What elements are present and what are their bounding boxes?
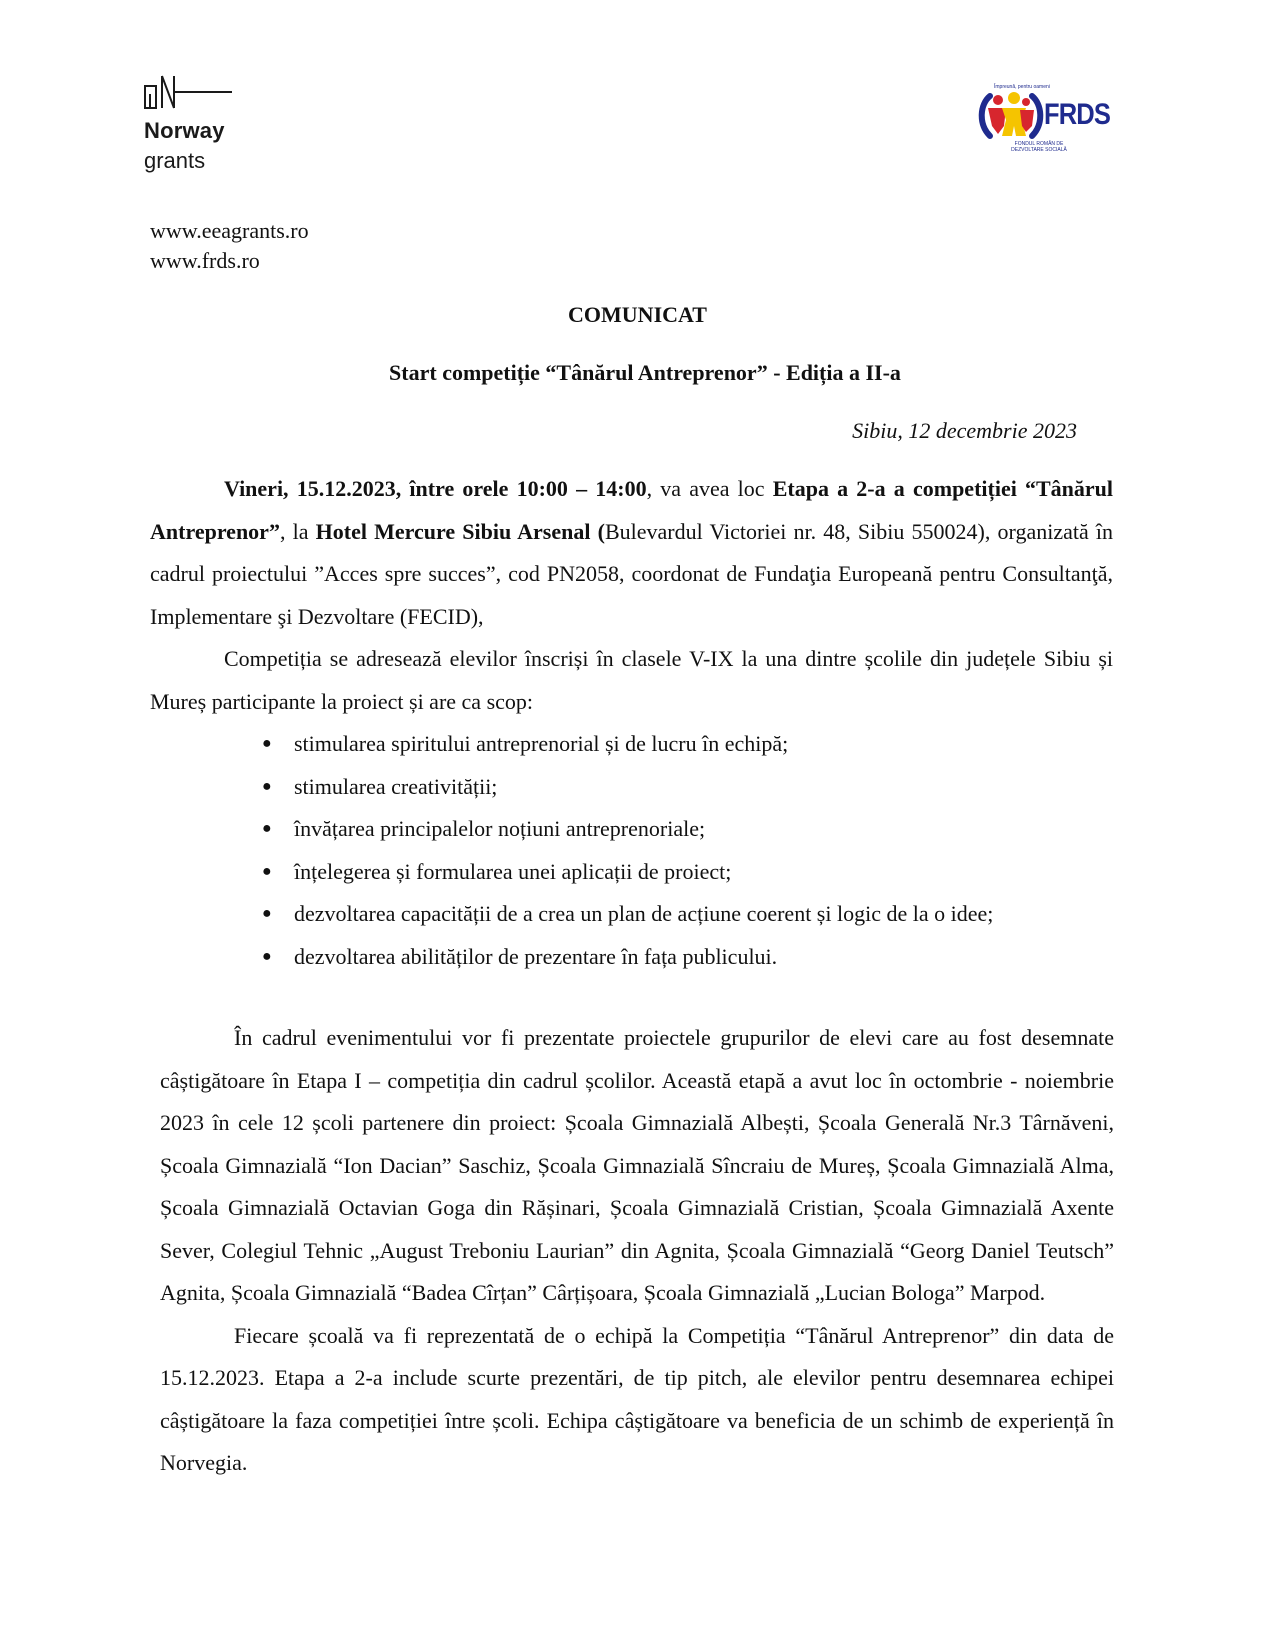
grants-logo-text: grants: [144, 148, 206, 173]
list-item: ● dezvoltarea capacității de a crea un plan de acțiune coerent și logic de la o idee;: [150, 893, 1113, 936]
frds-logo-text: FRDS: [1044, 98, 1111, 131]
frds-tagline: Împreună, pentru oameni: [994, 84, 1050, 90]
list-item: ● stimularea spiritului antreprenorial și de lucru în echipă;: [150, 723, 1113, 766]
body-section-2: [160, 1017, 1114, 1485]
list-item: ● înțelegerea și formularea unei aplicații de proiect;: [150, 851, 1113, 894]
list-item: ● dezvoltarea abilităților de prezentare în fața publicului.: [150, 936, 1113, 979]
goals-list: [150, 723, 1113, 978]
document-title: COMUNICAT: [568, 302, 707, 327]
document-subtitle: Start competiție “Tânărul Antreprenor” - Ediția a II-a: [389, 360, 901, 385]
norway-grants-logo: [144, 74, 244, 174]
paragraph-event: Vineri, 15.12.2023, între orele 10:00 – 14:00, va avea loc Etapa a 2-a a competiției “Tânărul Antreprenor”, la Hotel Mercure Sibiu Arsenal (Bulevardul Victoriei nr. 48, Sibiu 550024), organizată în cadrul proiectului ”Acces spre succes”, cod PN2058, coordonat de Fundaţia Europeană pentru Consultanţă, Implementare şi Dezvoltare (FECID),: [150, 476, 1114, 629]
list-item: ● stimularea creativității;: [150, 766, 1113, 809]
paragraph-prize: Fiecare școală va fi reprezentată de o echipă la Competiția “Tânărul Antreprenor” din data de 15.12.2023. Etapa a 2-a include scurte prezentări, de tip pitch, ale elevilor pentru desemnarea echipei câștigătoare la faza competiției între școli. Echipa câștigătoare va beneficia de un schimb de experiență în Norvegia.: [160, 1322, 1114, 1475]
frds-full-name: FONDUL ROMÂN DE DEZVOLTARE SOCIALĂ: [1011, 141, 1067, 153]
frds-people-icon: [976, 86, 1046, 144]
bullet-icon: ●: [262, 947, 272, 965]
bullet-icon: ●: [262, 820, 272, 837]
norway-logo-text: Norway: [144, 118, 225, 143]
list-item: ● învățarea principalelor noțiuni antreprenoriale;: [150, 808, 1113, 851]
frds-logo: [982, 84, 1122, 160]
dateline: Sibiu, 12 decembrie 2023: [852, 418, 1077, 443]
bullet-icon: ●: [262, 777, 272, 795]
link-eeagrants[interactable]: www.eeagrants.ro: [150, 218, 309, 243]
paragraph-schools: În cadrul evenimentului vor fi prezentate proiectele grupurilor de elevi care au fost desemnate câștigătoare în Etapa I – competiția din cadrul școlilor. Această etapă a avut loc în octombrie - noiembrie 2023 în cele 12 școli partenere din proiect: Școala Gimnazială Albești, Școala Generală Nr.3 Târnăveni, Școala Gimnazială “Ion Dacian” Saschiz, Școala Gimnazială Sîncraiu de Mureș, Școala Gimnazială Alma, Școala Gimnazială Octavian Goga din Rășinari, Școala Gimnazială Cristian, Școala Gimnazială Axente Sever, Colegiul Tehnic „August Treboniu Laurian” din Agnita, Școala Gimnazială “Georg Daniel Teutsch” Agnita, Școala Gimnazială “Badea Cîrțan” Cârțișoara, Școala Gimnazială „Lucian Bologa” Marpod.: [160, 1025, 1114, 1305]
body-section-1: [150, 468, 1113, 978]
norway-grants-mark-icon: [144, 74, 234, 110]
bullet-icon: ●: [262, 905, 272, 922]
paragraph-audience: Competiția se adresează elevilor înscriși în clasele V-IX la una dintre școlile din județele Sibiu și Mureș participante la proiect și are ca scop:: [150, 646, 1113, 714]
website-links: [150, 216, 309, 276]
bullet-icon: ●: [262, 862, 272, 880]
link-frds[interactable]: www.frds.ro: [150, 248, 260, 273]
bullet-icon: ●: [262, 735, 272, 752]
